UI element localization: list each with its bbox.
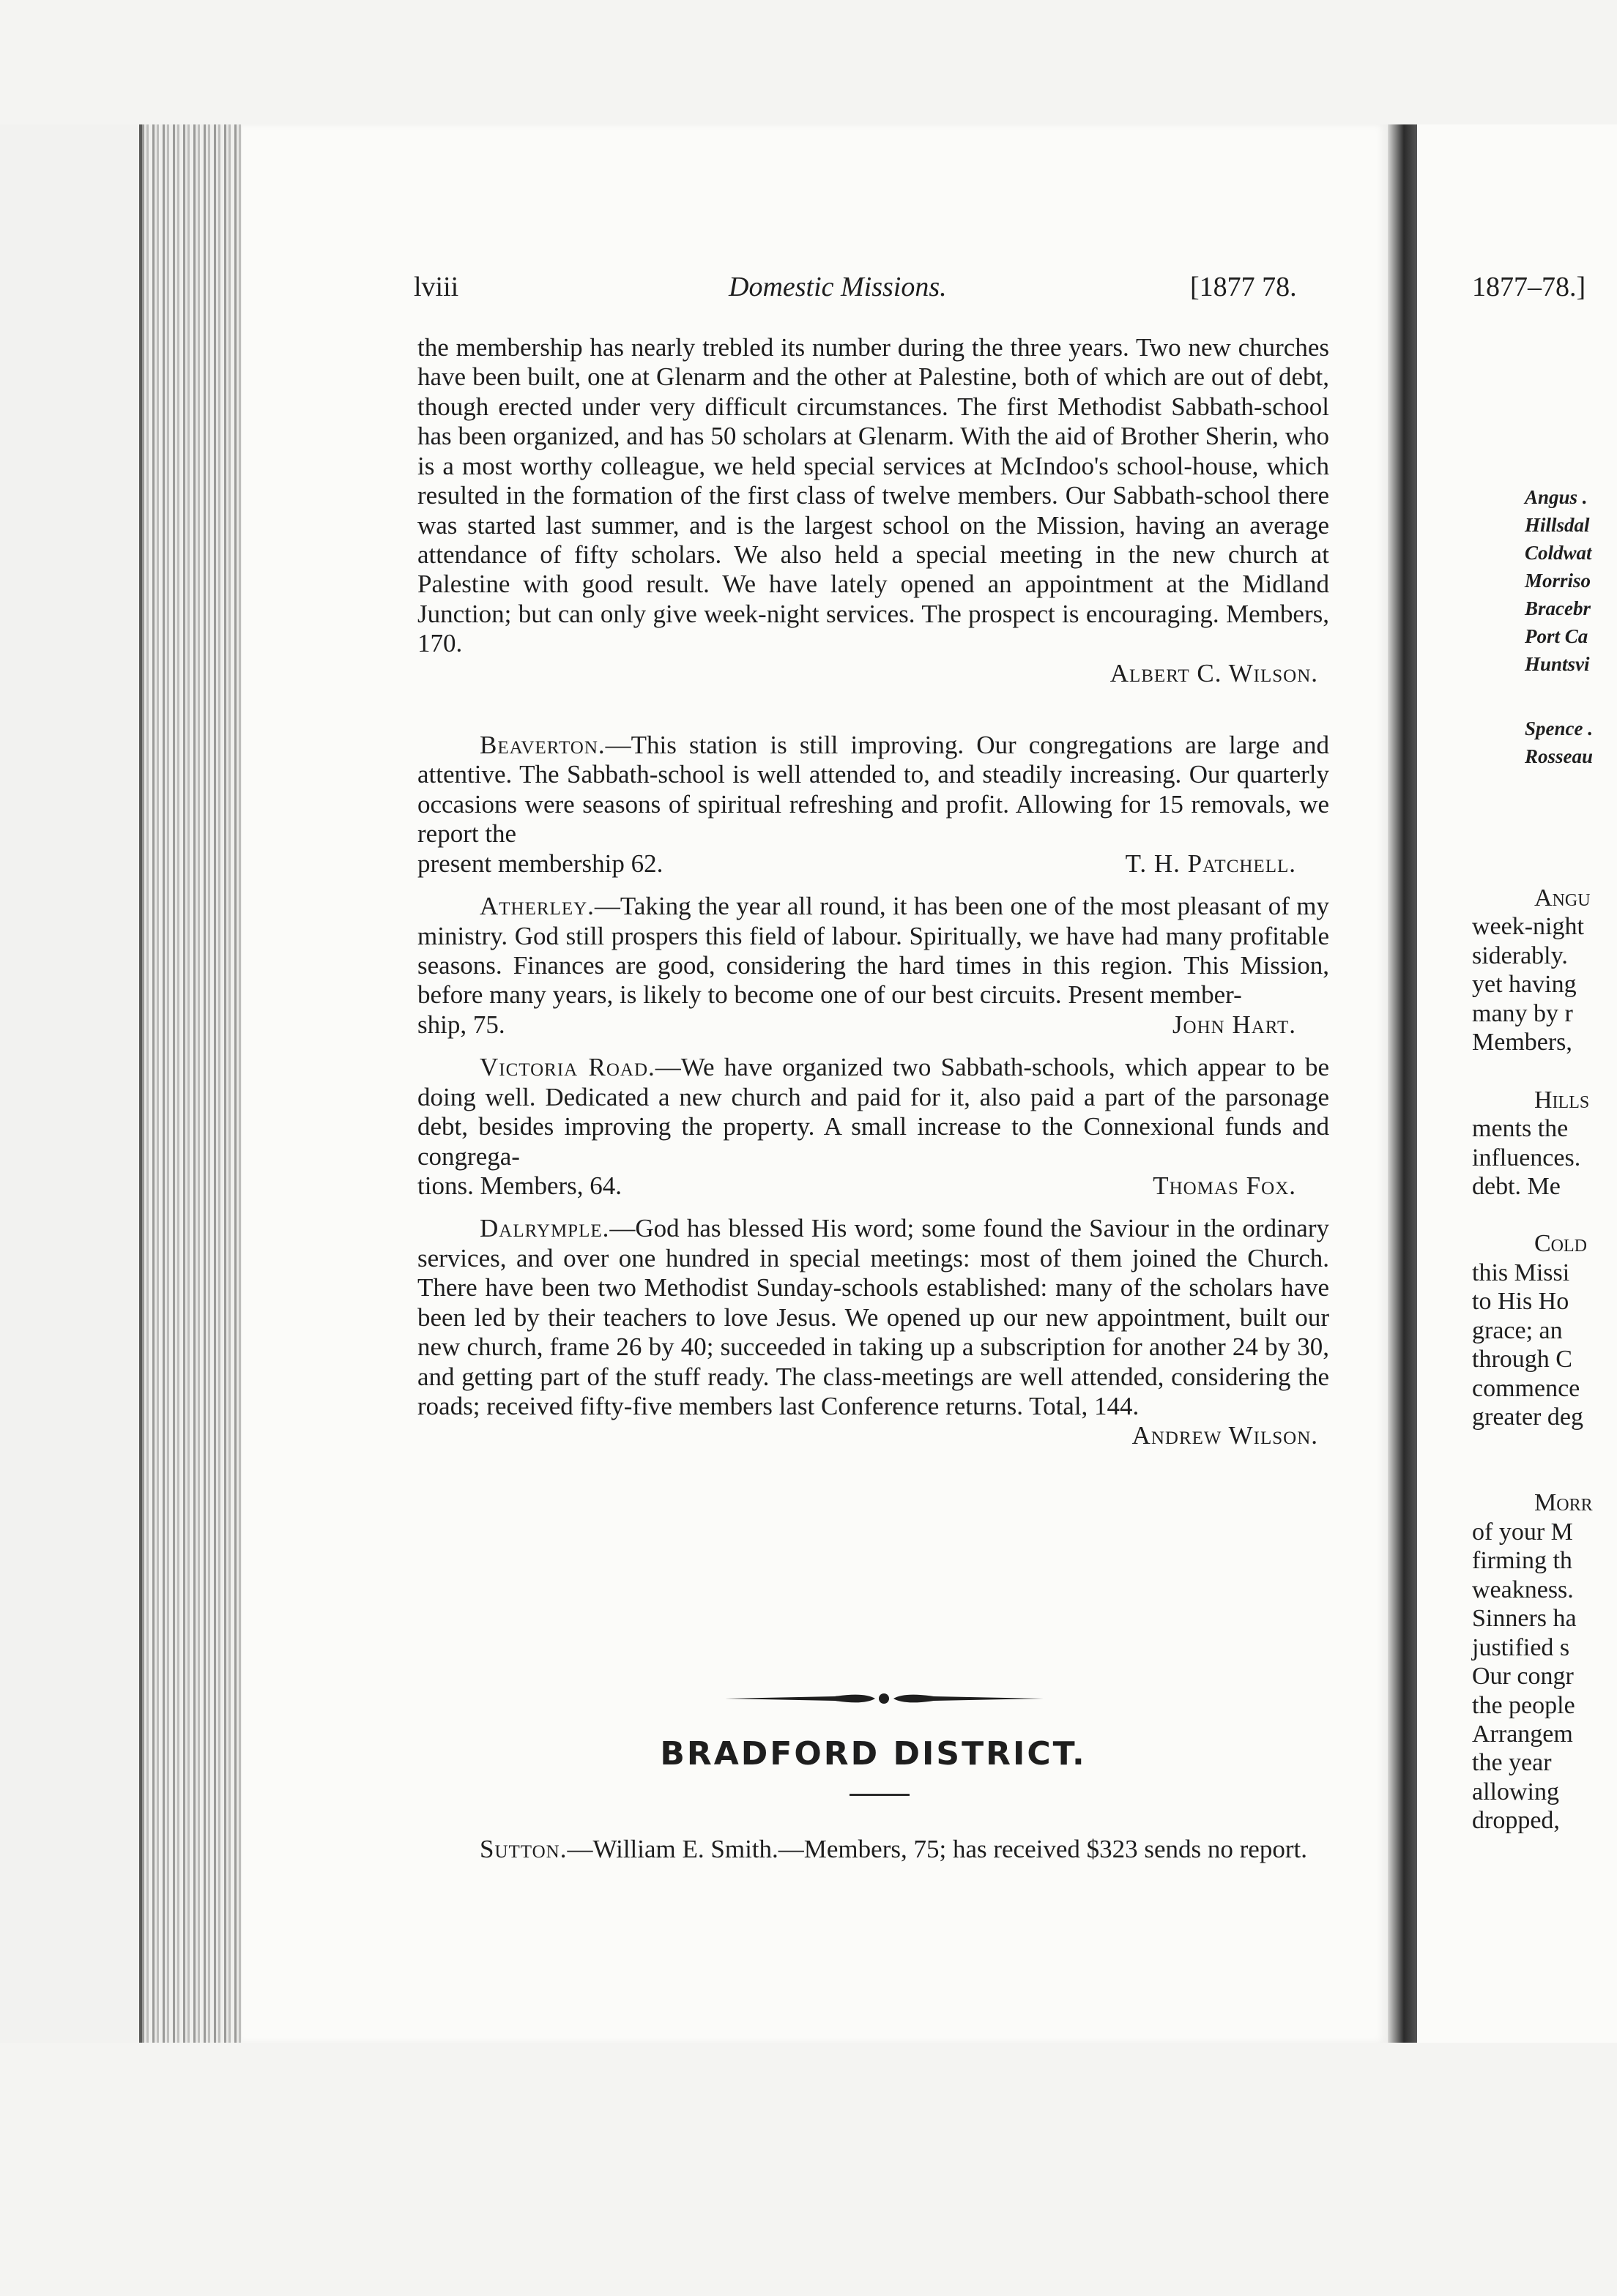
text-fragment: Arrangem <box>1472 1720 1573 1748</box>
running-title: Domestic Missions. <box>729 272 947 302</box>
scan-top-margin <box>0 0 1617 124</box>
circuit-list-item: Port Ca <box>1525 625 1588 647</box>
text-fragment: debt. Me <box>1472 1172 1561 1200</box>
text-fragment <box>1472 1460 1617 1488</box>
right-page <box>1417 124 1617 2043</box>
text-fragment: to His Ho <box>1472 1288 1569 1316</box>
text-fragment: the people <box>1472 1691 1575 1719</box>
text-fragment: through C <box>1472 1346 1572 1374</box>
district-heading: BRADFORD DISTRICT. <box>660 1735 1087 1773</box>
text-fragment <box>1472 1201 1617 1229</box>
paragraph-beaverton <box>417 731 1329 849</box>
scan-bottom-margin <box>0 2043 1617 2296</box>
paragraph-text: —This station is still improving. Our congregations are large and attentive. The Sabbath-school is well attended to, and steadily increasing. Our quarterly occasions were seasons of spiritual refreshing and profit. Allowing for 15 removals, we report the <box>417 731 1329 849</box>
text-fragment: justified s <box>1472 1633 1570 1661</box>
running-year: [1877 78. <box>1190 272 1297 302</box>
signature: Andrew Wilson. <box>1131 1421 1318 1450</box>
text-fragment: the year <box>1472 1749 1552 1777</box>
circuit-list-item <box>1525 678 1593 715</box>
text-fragment: firming th <box>1472 1547 1572 1575</box>
paragraph-atherley <box>417 892 1329 1010</box>
circuit-list-item: Huntsvi <box>1525 653 1590 675</box>
paragraph-glenarm: the membership has nearly trebled its number during the three years. Two new churches have been built, one at Glenarm and the other at Palestine, both of which are out of debt, though erected under very difficult circumstances. The first Methodist Sabbath-school has been organized, and has 50 scholars at Glenarm. With the aid of Brother Sherin, who is a most worthy colleague, we held special services at McIndoo's school-house, which resulted in the formation of the first class of twelve members. Our Sabbath-school there was started last summer, and is the largest school on the Mission, having an average attendance of fifty scholars. We also held a special meeting in the new church at Palestine with good result. We have lately opened an appointment at the Midland Junction; but can only give week-night services. The prospect is encouraging. Members, 170. <box>417 333 1329 658</box>
text-fragment: this Missi <box>1472 1259 1570 1286</box>
signature: John Hart. <box>1172 1010 1296 1039</box>
text-fragment: of your M <box>1472 1518 1573 1546</box>
signature: T. H. Patchell. <box>1125 849 1296 878</box>
text-fragment: many by r <box>1472 999 1573 1027</box>
circuit-list-item: Spence . <box>1525 718 1593 739</box>
text-fragment: Cold <box>1534 1230 1588 1258</box>
text-fragment: Our congr <box>1472 1663 1574 1691</box>
text-fragment: weakness. <box>1472 1576 1574 1603</box>
paragraph-sutton <box>417 1834 1329 1865</box>
text-fragment: influences. <box>1472 1144 1581 1171</box>
right-running-year: 1877–78.] <box>1472 272 1586 302</box>
circuit-list-item: Coldwat <box>1525 542 1592 564</box>
text-fragment <box>1472 1431 1617 1460</box>
text-fragment: greater deg <box>1472 1404 1583 1431</box>
paragraph-last-line: present membership 62. <box>417 849 663 878</box>
paragraph-text: —Taking the year all round, it has been one of the most pleasant of my ministry. God still prospers this field of labour. Spiritually, we have had many profitable seasons. Finances are good, considering the hard times in this region. This Mission, before many years, is likely to become one of our best circuits. Present member- <box>417 892 1329 1010</box>
text-fragment: Hills <box>1534 1086 1590 1114</box>
signature-line <box>417 1171 1329 1201</box>
circuit-list-item: Bracebr <box>1525 597 1591 619</box>
paragraph-text: —We have organized two Sabbath-schools, which appear to be doing well. Dedicated a new church and paid for it, also paid a part of the parsonage debt, besides improving the property. A small increase to the Connexional funds and congrega- <box>417 1053 1330 1171</box>
right-page-text <box>1472 884 1617 1835</box>
circuit-list-item: Hillsdal <box>1525 514 1590 536</box>
text-fragment: commence <box>1472 1374 1580 1402</box>
text-fragment: allowing <box>1472 1778 1559 1805</box>
text-fragment <box>1472 1057 1617 1086</box>
place-name: Sutton. <box>480 1835 568 1863</box>
place-name: Atherley. <box>480 892 595 921</box>
paragraph-victoria-road <box>417 1053 1329 1171</box>
place-name: Dalrymple. <box>480 1214 610 1243</box>
circuit-list-item: Morriso <box>1525 570 1591 592</box>
text-fragment: yet having <box>1472 971 1577 999</box>
left-page-body <box>417 333 1329 1451</box>
paragraph-text: —William E. Smith.—Members, 75; has received $323 sends no report. <box>567 1835 1307 1863</box>
page-number: lviii <box>414 272 459 302</box>
text-fragment: Angu <box>1534 884 1591 912</box>
signature-line <box>417 849 1329 879</box>
signature: Thomas Fox. <box>1153 1171 1296 1200</box>
place-name: Beaverton. <box>480 731 606 760</box>
book-page-edges <box>139 124 245 2043</box>
text-fragment: siderably. <box>1472 942 1568 969</box>
ornamental-rule <box>725 1688 1044 1710</box>
place-name: Victoria Road. <box>480 1053 655 1082</box>
paragraph-last-line: ship, 75. <box>417 1010 505 1039</box>
text-fragment: week-night <box>1472 913 1584 941</box>
paragraph-last-line: tions. Members, 64. <box>417 1171 622 1200</box>
text-fragment: Sinners ha <box>1472 1605 1577 1633</box>
text-fragment: grace; an <box>1472 1316 1563 1344</box>
text-fragment: dropped, <box>1472 1807 1560 1835</box>
signature: Albert C. Wilson. <box>1109 658 1318 687</box>
circuit-list-item: Angus . <box>1525 486 1588 508</box>
book-gutter <box>1388 124 1417 2043</box>
circuit-list-item: Rosseau <box>1525 745 1594 767</box>
text-fragment: Members, <box>1472 1029 1572 1056</box>
paragraph-dalrymple <box>417 1214 1329 1421</box>
text-fragment: Morr <box>1534 1489 1593 1517</box>
signature-line <box>417 1010 1329 1040</box>
circuit-list <box>1525 483 1593 770</box>
text-fragment: ments the <box>1472 1115 1569 1143</box>
paragraph-text: —God has blessed His word; some found the Saviour in the ordinary services, and over one hundred in special meetings: most of them joined the Church. There have been two Methodist Sunday-schools established: many of the scholars have been led by their teachers to love Jesus. We opened up our new appointment, built our new church, frame 26 by 40; succeeded in taking up a subscription for another 24 by 30, and getting part of the stuff ready. The class-meetings are well attended, considering the roads; received fifty-five members last Conference returns. Total, 144. <box>417 1214 1329 1420</box>
short-rule <box>850 1794 910 1796</box>
